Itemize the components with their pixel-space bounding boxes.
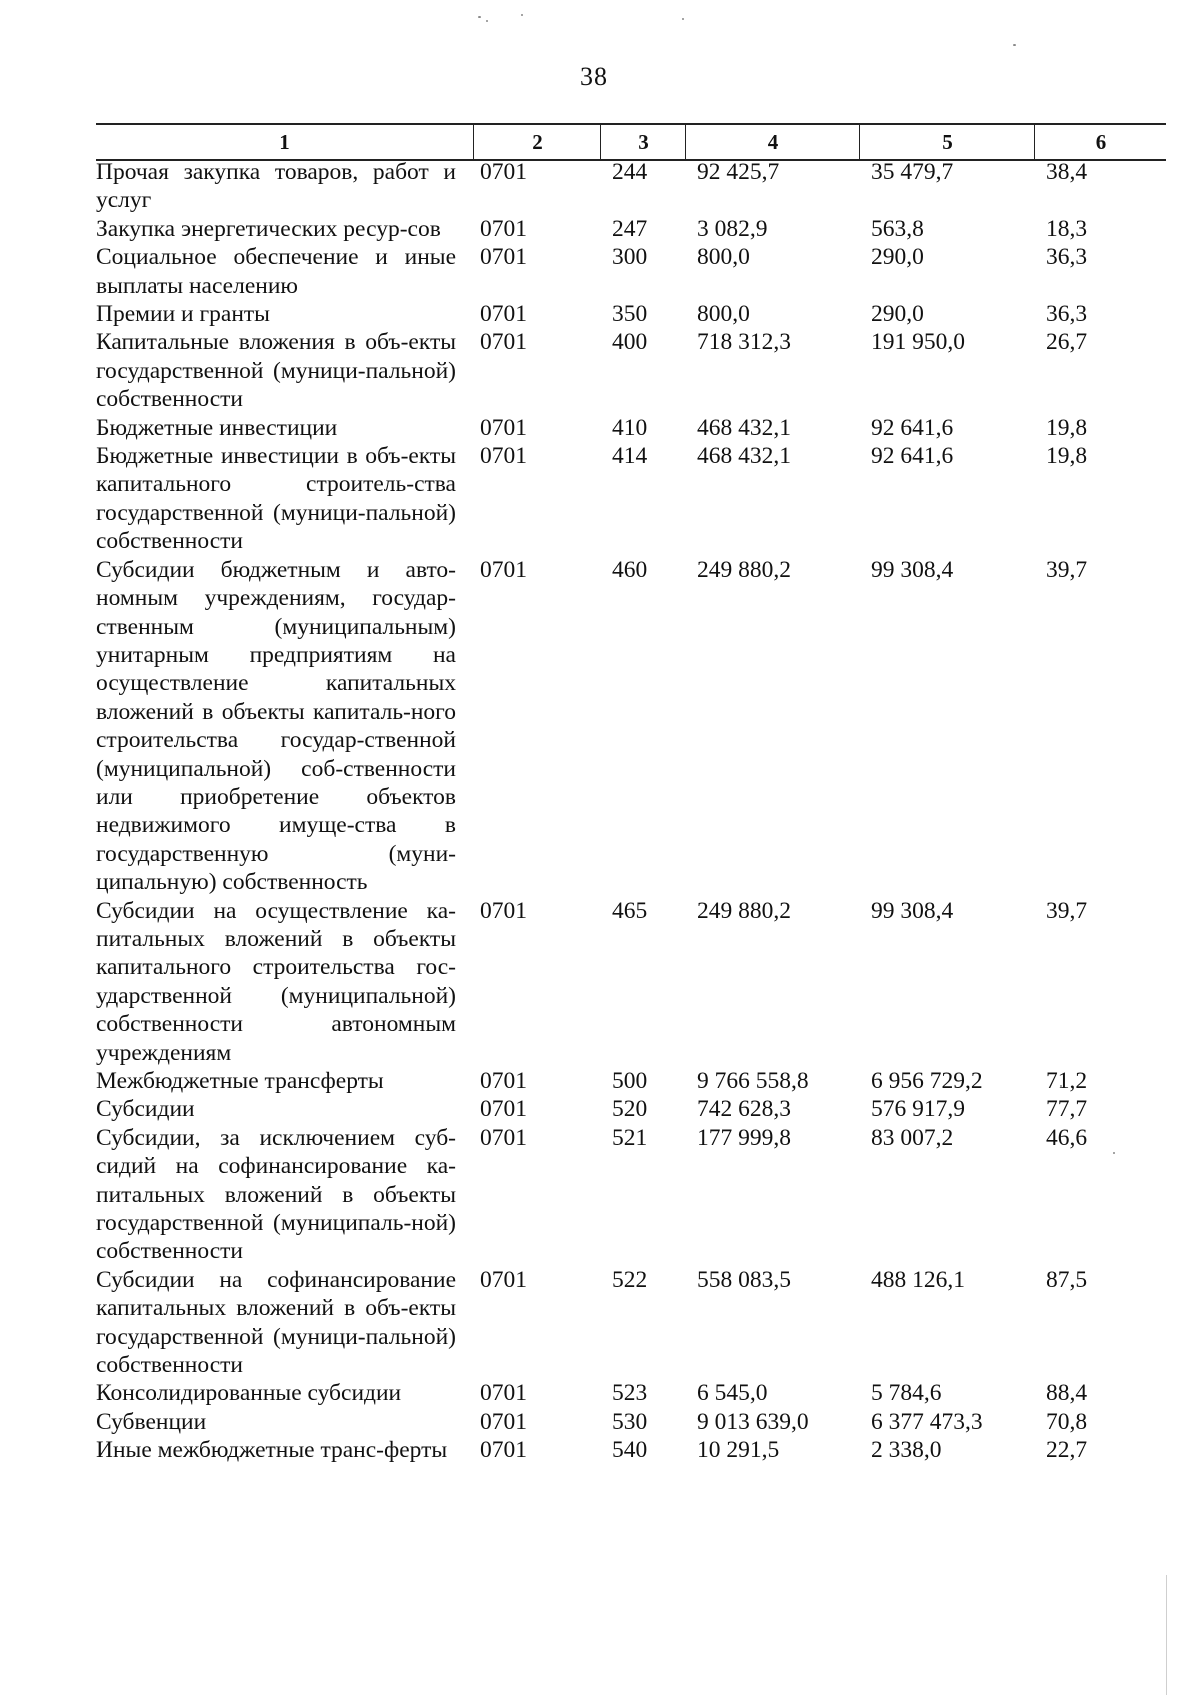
row-plan-value: 9 013 639,0: [697, 1408, 809, 1435]
header-cell: 5: [859, 125, 1035, 159]
table-row: [96, 328, 1166, 413]
row-percent: 71,2: [1046, 1068, 1088, 1094]
row-actual-value: 6 377 473,3: [871, 1408, 983, 1435]
row-plan-value: 249 880,2: [697, 897, 791, 924]
row-code-section: 0701: [480, 897, 527, 924]
row-actual-value: 92 641,6: [871, 443, 954, 470]
row-plan-value: 558 083,5: [697, 1266, 791, 1293]
row-name: Капитальные вложения в объ-екты государственной (муници-пальной) собственности: [96, 329, 456, 413]
row-percent: 39,7: [1046, 556, 1088, 583]
table-row: [96, 1379, 1166, 1407]
row-plan-value: 718 312,3: [697, 329, 791, 356]
row-percent: 18,3: [1046, 215, 1088, 242]
row-name: Иные межбюджетные транс-ферты: [96, 1437, 448, 1464]
row-code-type: 523: [612, 1380, 648, 1407]
row-code-section: 0701: [480, 329, 527, 356]
budget-table-body: [96, 158, 1166, 1465]
row-code-type: 460: [612, 556, 648, 583]
table-row: [96, 158, 1166, 215]
row-actual-value: 99 308,4: [871, 897, 954, 924]
row-code-type: 350: [612, 301, 648, 328]
row-code-section: 0701: [480, 159, 527, 185]
header-cell: 2: [473, 125, 601, 159]
row-plan-value: 249 880,2: [697, 556, 791, 583]
row-code-type: 500: [612, 1068, 648, 1094]
row-code-section: 0701: [480, 244, 527, 271]
row-code-type: 540: [612, 1437, 648, 1464]
row-percent: 39,7: [1046, 897, 1088, 924]
row-code-type: 244: [612, 159, 648, 185]
row-actual-value: 488 126,1: [871, 1266, 965, 1293]
row-actual-value: 2 338,0: [871, 1437, 942, 1464]
row-percent: 26,7: [1046, 329, 1088, 356]
row-name: Субвенции: [96, 1408, 207, 1435]
row-code-type: 465: [612, 897, 648, 924]
row-code-section: 0701: [480, 215, 527, 242]
table-row: [96, 300, 1166, 328]
header-cell: 4: [685, 125, 860, 159]
table-row: [96, 414, 1166, 442]
table-row: [96, 1436, 1166, 1464]
row-name: Субсидии, за исключением суб-сидий на софинансирование ка-питальных вложений в объекты государственной (муниципаль-ной) собственности: [96, 1124, 456, 1265]
row-plan-value: 800,0: [697, 301, 750, 328]
row-plan-value: 10 291,5: [697, 1437, 780, 1464]
row-code-type: 530: [612, 1408, 648, 1435]
row-name: Бюджетные инвестиции в объ-екты капитального строитель-ства государственной (муници-пальной) собственности: [96, 443, 456, 555]
row-plan-value: 92 425,7: [697, 159, 780, 185]
row-code-type: 521: [612, 1124, 648, 1151]
row-code-section: 0701: [480, 301, 527, 328]
row-percent: 77,7: [1046, 1096, 1088, 1123]
row-actual-value: 83 007,2: [871, 1124, 954, 1151]
header-cell: 3: [600, 125, 686, 159]
row-percent: 88,4: [1046, 1380, 1088, 1407]
row-plan-value: 468 432,1: [697, 414, 791, 441]
row-plan-value: 177 999,8: [697, 1124, 791, 1151]
row-actual-value: 191 950,0: [871, 329, 965, 356]
row-name: Социальное обеспечение и иные выплаты населению: [96, 244, 456, 299]
row-plan-value: 6 545,0: [697, 1380, 768, 1407]
row-code-section: 0701: [480, 443, 527, 470]
table-row: [96, 1124, 1166, 1266]
row-percent: 36,3: [1046, 244, 1088, 271]
row-code-section: 0701: [480, 556, 527, 583]
row-name: Межбюджетные трансферты: [96, 1068, 384, 1094]
table-row: [96, 243, 1166, 300]
row-code-type: 300: [612, 244, 648, 271]
row-actual-value: 6 956 729,2: [871, 1068, 983, 1094]
row-plan-value: 3 082,9: [697, 215, 768, 242]
row-percent: 70,8: [1046, 1408, 1088, 1435]
row-code-section: 0701: [480, 1408, 527, 1435]
header-cell: 6: [1034, 125, 1167, 159]
row-name: Субсидии на осуществление ка-питальных вложений в объекты капитального строительства гос-ударственной (муниципальной) собственности автономным учреждениям: [96, 897, 456, 1066]
row-name: Премии и гранты: [96, 301, 270, 328]
row-code-type: 522: [612, 1266, 648, 1293]
table-row: [96, 442, 1166, 556]
row-actual-value: 99 308,4: [871, 556, 954, 583]
row-percent: 87,5: [1046, 1266, 1088, 1293]
row-code-type: 414: [612, 443, 648, 470]
row-actual-value: 92 641,6: [871, 414, 954, 441]
row-code-section: 0701: [480, 1124, 527, 1151]
table-row: [96, 1095, 1166, 1123]
row-actual-value: 563,8: [871, 215, 924, 242]
header-cell: 1: [279, 130, 290, 154]
row-name: Прочая закупка товаров, работ и услуг: [96, 159, 456, 214]
row-name: Закупка энергетических ресур-сов: [96, 215, 441, 242]
row-code-type: 520: [612, 1096, 648, 1123]
row-actual-value: 290,0: [871, 244, 924, 271]
row-code-type: 247: [612, 215, 648, 242]
row-code-section: 0701: [480, 1380, 527, 1407]
row-percent: 38,4: [1046, 159, 1088, 185]
table-row: [96, 1067, 1166, 1095]
page-number: 38: [580, 62, 608, 91]
row-code-section: 0701: [480, 1068, 527, 1094]
row-plan-value: 468 432,1: [697, 443, 791, 470]
row-code-section: 0701: [480, 1437, 527, 1464]
row-plan-value: 742 628,3: [697, 1096, 791, 1123]
row-code-type: 410: [612, 414, 648, 441]
row-code-section: 0701: [480, 1096, 527, 1123]
row-code-type: 400: [612, 329, 648, 356]
table-row: [96, 215, 1166, 243]
row-name: Субсидии бюджетным и авто-номным учреждениям, государ-ственным (муниципальным) унитарным предприятиям на осуществление капитальных вложений в объекты капиталь-ного строительства государ-ственной (муниципальной) соб-ственности или приобретение объектов недвижимого имуще-ства в государственную (муни-ципальную) собственность: [96, 556, 456, 896]
row-plan-value: 9 766 558,8: [697, 1068, 809, 1094]
row-code-section: 0701: [480, 1266, 527, 1293]
row-actual-value: 35 479,7: [871, 159, 954, 185]
row-name: Субсидии на софинансирование капитальных вложений в объ-екты государственной (муници-пальной) собственности: [96, 1266, 456, 1379]
row-percent: 36,3: [1046, 301, 1088, 328]
row-actual-value: 290,0: [871, 301, 924, 328]
table-row: [96, 1408, 1166, 1436]
row-name: Консолидированные субсидии: [96, 1380, 402, 1407]
row-percent: 19,8: [1046, 414, 1088, 441]
row-code-section: 0701: [480, 414, 527, 441]
scan-edge-line: [1166, 1575, 1167, 1695]
row-percent: 22,7: [1046, 1437, 1088, 1464]
row-actual-value: 576 917,9: [871, 1096, 965, 1123]
row-percent: 19,8: [1046, 443, 1088, 470]
row-actual-value: 5 784,6: [871, 1380, 942, 1407]
table-row: [96, 556, 1166, 897]
row-name: Субсидии: [96, 1096, 195, 1123]
table-row: [96, 1266, 1166, 1380]
table-header: [96, 123, 1166, 161]
row-percent: 46,6: [1046, 1124, 1088, 1151]
row-plan-value: 800,0: [697, 244, 750, 271]
table-row: [96, 897, 1166, 1067]
row-name: Бюджетные инвестиции: [96, 414, 338, 441]
